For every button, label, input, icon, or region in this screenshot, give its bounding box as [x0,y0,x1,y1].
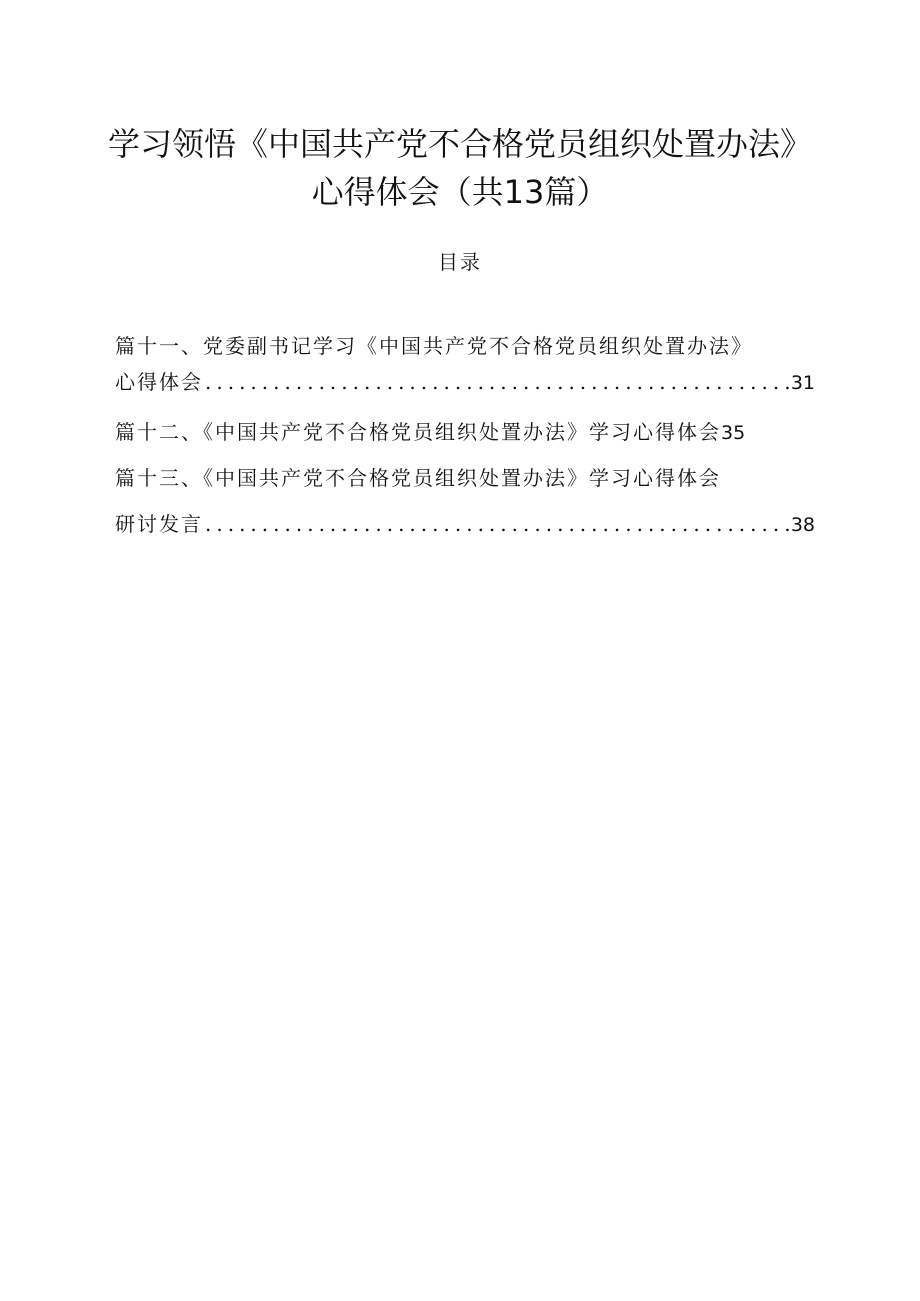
toc-entry-13-text: 篇十三、《中国共产党不合格党员组织处置办法》学习心得体会 [115,466,721,490]
toc-entry-13-leader[interactable] [115,510,815,556]
toc-entry-13-text-cont: 研讨发言 [115,512,203,536]
toc-entry-11-text-cont: 心得体会 [115,370,203,394]
toc-entry-12-page: 35 [721,422,746,444]
toc-leader-dots [205,510,789,538]
toc-entry-11-page: 31 [790,372,815,394]
table-of-contents [115,332,815,556]
toc-entry-11-title[interactable] [115,332,815,368]
document-title-line-2: 心得体会（共13篇） [311,173,609,211]
toc-entry-12-text: 篇十二、《中国共产党不合格党员组织处置办法》学习心得体会 [115,420,721,444]
toc-entry-13-page: 38 [790,514,815,536]
toc-entry-12[interactable] [115,418,815,464]
document-title-line-1: 学习领悟《中国共产党不合格党员组织处置办法》 [107,125,812,163]
toc-entry-13-title[interactable] [115,464,815,510]
toc-leader-dots [205,368,789,396]
toc-heading: 目录 [438,250,482,274]
toc-entry-11-leader[interactable] [115,368,815,418]
toc-entry-11-text: 篇十一、党委副书记学习《中国共产党不合格党员组织处置办法》 [115,334,753,358]
